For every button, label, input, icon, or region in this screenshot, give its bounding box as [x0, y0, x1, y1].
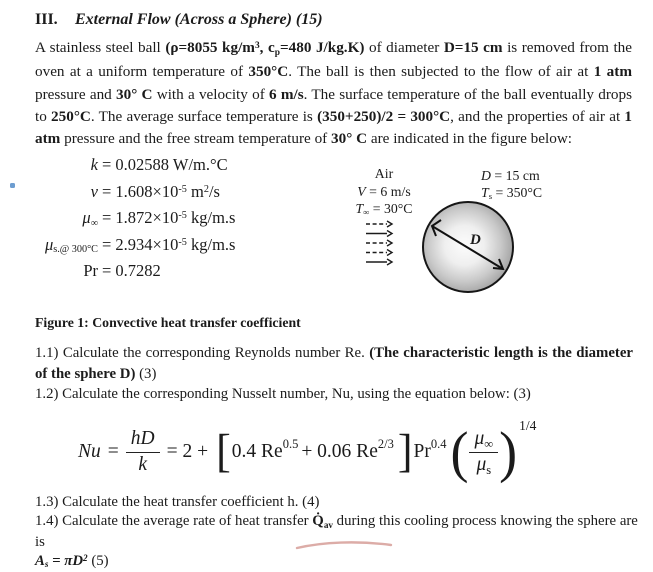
equation-nu-symbol: Nu	[78, 441, 101, 462]
sphere-conditions-label	[481, 167, 542, 203]
right-bracket: ]	[397, 425, 413, 478]
property-symbol: k	[90, 155, 98, 174]
nusselt-equation	[78, 414, 535, 490]
sphere-temperature-label: Ts = 350°C	[481, 185, 543, 202]
air-label-line: Air	[374, 166, 394, 181]
figure-1	[350, 160, 650, 310]
questions-upper	[35, 343, 633, 405]
property-row-mu-inf	[28, 208, 235, 235]
reynolds-exp-1: 0.5	[282, 436, 299, 451]
blue-ink-dot	[10, 183, 15, 188]
question-1-1: 1.1) Calculate the corresponding Reynolds number Re. (The characteristic length is the diameter of the sphere D) (3)	[35, 345, 633, 382]
property-value: = 0.02588 W/m.°C	[102, 155, 228, 174]
sphere-diameter-label: D = 15 cm	[481, 168, 540, 183]
left-bracket: [	[216, 425, 231, 478]
property-row-pr	[28, 261, 235, 288]
air-properties-list	[28, 155, 235, 288]
property-value: = 0.7282	[102, 261, 161, 280]
left-paren: (	[450, 420, 469, 484]
section-title: External Flow (Across a Sphere) (15)	[75, 11, 323, 28]
flow-arrows-icon	[366, 221, 396, 267]
prandtl-term: Pr	[413, 441, 431, 462]
air-temperature-label: T∞ = 30°C	[355, 201, 413, 218]
question-1-4: 1.4) Calculate the average rate of heat transfer Q̇av during this cooling process knowing the sphere are is	[35, 513, 638, 550]
property-symbol: Pr	[83, 261, 98, 280]
questions-lower	[35, 493, 640, 572]
hd-over-k-fraction: $\frac{hD}{k}$	[126, 428, 160, 476]
viscosity-ratio-fraction: $\frac{\mu_\infty}{\mu_s}$	[469, 428, 498, 476]
figure-caption: Figure 1: Convective heat transfer coefficient	[35, 315, 301, 330]
section-number: III.	[35, 11, 58, 28]
right-paren: )	[499, 420, 518, 484]
property-row-nu	[28, 182, 235, 209]
property-row-k	[28, 155, 235, 182]
property-symbol: ν	[90, 181, 98, 201]
diameter-label: D	[470, 232, 481, 248]
reynolds-term-2: + 0.06 Re	[301, 441, 378, 462]
property-symbol: μ∞	[82, 208, 98, 229]
question-1-3: 1.3) Calculate the heat transfer coefficient h. (4)	[35, 494, 320, 510]
question-1-2: 1.2) Calculate the corresponding Nusselt number, Nu, using the equation below: (3)	[35, 386, 531, 403]
diameter-arrow-icon	[422, 201, 514, 293]
reynolds-term-1: 0.4 Re	[231, 441, 283, 462]
equation-equals: =	[107, 441, 119, 462]
equation-equals-2: = 2 +	[166, 441, 209, 462]
prandtl-exp: 0.4	[430, 436, 447, 451]
section-heading	[35, 11, 323, 29]
red-pen-mark	[295, 539, 393, 551]
property-value: = $2.934\times 10^{-5}$ kg/m.s	[102, 234, 236, 254]
property-symbol: μs.@ 300°C	[44, 234, 98, 256]
property-value: = $1.872\times 10^{-5}$ kg/m.s	[102, 208, 236, 227]
reynolds-exp-2: 2/3	[377, 436, 394, 451]
problem-statement: A stainless steel ball (ρ=8055 $kg/m^3$, cp=480 J/kg.K) of diameter D=15 cm is removed from the oven at a uniform temperature of 350°C. The ball is then subjected to the flow of air at 1 atm pressure and 30° C with a velocity of 6 m/s. The surface temperature of the ball eventually drops to 250°C. The average surface temperature is (350+250)/2 = 300°C, and the properties of air at 1 atm pressure and the free stream temperature of 30° C are indicated in the figure below:	[35, 39, 633, 148]
air-velocity-label: V = 6 m/s	[357, 183, 411, 199]
property-row-mu-s	[28, 235, 235, 262]
air-conditions-label	[352, 165, 416, 220]
outer-exponent: 1/4	[519, 418, 537, 433]
property-value: = $1.608\times 10^{-5}$ $m^2/s$	[102, 181, 220, 201]
surface-area-formula: $As = \pi D^2$ (5)	[35, 552, 109, 570]
